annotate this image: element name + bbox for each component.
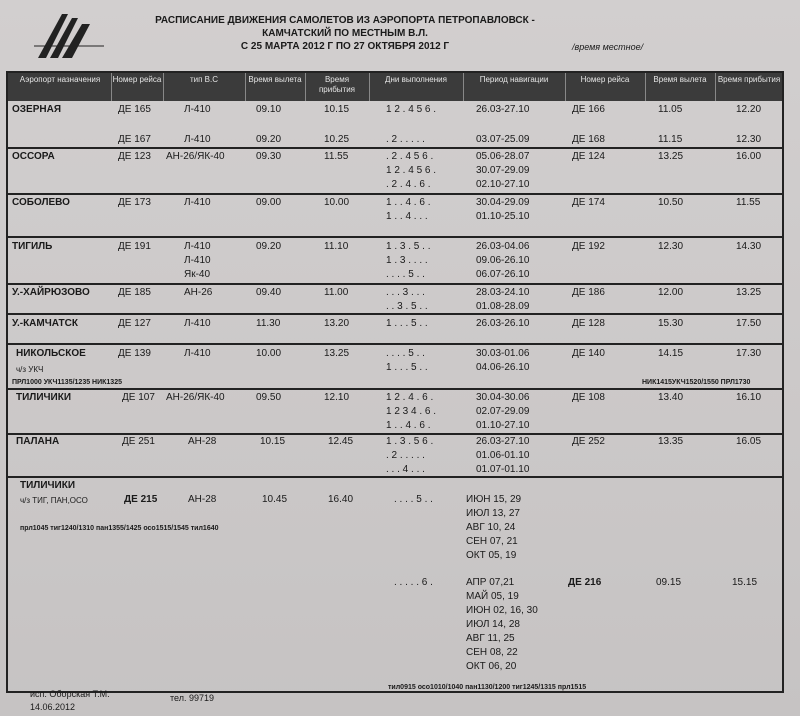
row-arr: 12.45 [328, 436, 354, 447]
col-header-arrival: Время прибытия [318, 75, 356, 94]
date-entry: СЕН 08, 22 [466, 647, 518, 658]
row-airport: НИКОЛЬСКОЕ [16, 348, 86, 359]
row-aircraft: Л-410 [184, 197, 211, 208]
row-flight: ДЕ 127 [118, 318, 151, 329]
row-airport: ТИЛИЧИКИ [20, 480, 76, 491]
row-period: 30.03-01.06 [476, 348, 530, 359]
row-days: 1 . . 4 . 6 . [386, 197, 431, 208]
row-dep: 10.15 [260, 436, 286, 447]
row-period: 28.03-24.10 [476, 287, 530, 298]
row-dep: 09.10 [256, 104, 282, 115]
stopover-times: НИК1415УКЧ1520/1550 ПРЛ1730 [642, 379, 751, 386]
row-rdep: 14.15 [658, 348, 684, 359]
row-period: 02.10-27.10 [476, 179, 530, 190]
col-header-return-arrival: Время прибытия [717, 75, 781, 84]
row-rdep: 11.05 [658, 104, 683, 115]
time-zone-note: /время местное/ [572, 42, 644, 52]
row-flight: ДЕ 215 [124, 494, 158, 505]
row-days: 1 2 3 4 . 6 . [386, 406, 437, 417]
row-aircraft: Л-410 [184, 318, 211, 329]
col-header-departure: Время вылета [248, 75, 302, 84]
row-days: . . . . . 6 . [394, 577, 433, 588]
row-rdep: 15.30 [658, 318, 684, 329]
row-aircraft: АН-26/ЯК-40 [166, 392, 225, 403]
col-header-flight: Номер рейса [112, 75, 162, 84]
row-rdep: 12.30 [658, 241, 684, 252]
row-period: 30.04-29.09 [476, 197, 530, 208]
row-period: 01.07-01.10 [476, 464, 530, 475]
row-flight: ДЕ 173 [118, 197, 151, 208]
title-line-2: КАМЧАТСКИЙ ПО МЕСТНЫМ В.Л. [262, 28, 428, 39]
row-aircraft: Л-410 [184, 255, 211, 266]
row-airport: ТИЛИЧИКИ [16, 392, 72, 403]
row-period: 01.08-28.09 [476, 301, 530, 312]
row-dep: 09.20 [256, 241, 282, 252]
col-header-days: Дни выполнения [385, 75, 447, 84]
stopover-times: тил0915 осо1010/1040 пан1130/1200 тиг1245/1315 прл1515 [388, 684, 587, 691]
row-flight: ДЕ 167 [118, 134, 151, 145]
row-rarr: 15.15 [732, 577, 758, 588]
row-airport: У.-КАМЧАТСК [12, 318, 78, 329]
date-entry: АВГ 11, 25 [466, 633, 515, 644]
row-arr: 11.55 [324, 151, 349, 162]
row-days: . . . . 5 . . [386, 348, 425, 359]
stopover-times: прл1045 тиг1240/1310 пан1355/1425 осо1515/1545 тил1640 [20, 525, 219, 532]
col-header-period: Период навигации [479, 75, 549, 84]
row-days: 1 2 . 4 5 6 . [386, 104, 437, 115]
phone: тел. 99719 [170, 693, 215, 703]
row-period: 26.03-04.06 [476, 241, 530, 252]
row-period: 26.03-26.10 [476, 318, 530, 329]
row-rdep: 09.15 [656, 577, 682, 588]
row-period: 09.06-26.10 [476, 255, 530, 266]
row-rdep: 12.00 [658, 287, 684, 298]
row-period: 02.07-29.09 [476, 406, 530, 417]
row-rdep: 13.35 [658, 436, 684, 447]
row-rdep: 11.15 [658, 134, 683, 145]
col-header-return-departure: Время вылета [653, 75, 707, 84]
date-entry: ОКТ 06, 20 [466, 661, 517, 672]
row-period: 01.10-25.10 [476, 211, 530, 222]
row-aircraft: АН-28 [188, 436, 217, 447]
airline-logo-icon [28, 8, 108, 64]
row-days: . . . . 5 . . [394, 494, 433, 505]
table-header [8, 73, 782, 101]
row-dep: 09.00 [256, 197, 282, 208]
row-arr: 10.25 [324, 134, 350, 145]
date-entry: СЕН 07, 21 [466, 536, 518, 547]
row-days: . 2 . 4 5 6 . [386, 151, 434, 162]
row-aircraft: Л-410 [184, 104, 211, 115]
row-flight: ДЕ 123 [118, 151, 151, 162]
row-arr: 13.25 [324, 348, 350, 359]
row-days: 1 . . 4 . 6 . [386, 420, 431, 431]
date-entry: ИЮЛ 13, 27 [466, 508, 520, 519]
row-dep: 09.40 [256, 287, 282, 298]
row-rdep: 13.40 [658, 392, 684, 403]
row-dep: 09.20 [256, 134, 282, 145]
page-title [120, 14, 570, 53]
row-airport: ПАЛАНА [16, 436, 60, 447]
row-rflight: ДЕ 168 [572, 134, 605, 145]
row-flight: ДЕ 251 [122, 436, 155, 447]
row-arr: 16.40 [328, 494, 354, 505]
row-period: 30.07-29.09 [476, 165, 530, 176]
row-rarr: 11.55 [736, 197, 761, 208]
row-days: 1 2 . 4 5 6 . [386, 165, 437, 176]
row-period: 05.06-28.07 [476, 151, 530, 162]
row-arr: 11.00 [324, 287, 349, 298]
row-period: 06.07-26.10 [476, 269, 530, 280]
row-rarr: 16.00 [736, 151, 762, 162]
row-days: 1 2 . 4 . 6 . [386, 392, 434, 403]
row-airport: У.-ХАЙРЮЗОВО [12, 287, 90, 298]
date-entry: ИЮН 02, 16, 30 [466, 605, 538, 616]
row-period: 03.07-25.09 [476, 134, 530, 145]
row-days: 1 . . . 5 . . [386, 318, 428, 329]
row-days: . 2 . . . . . [386, 134, 425, 145]
date-entry: АВГ 10, 24 [466, 522, 516, 533]
row-period: 04.06-26.10 [476, 362, 530, 373]
row-aircraft: АН-26 [184, 287, 213, 298]
row-aircraft: Як-40 [184, 269, 211, 280]
row-rarr: 12.20 [736, 104, 762, 115]
col-header-aircraft: тип В.С [189, 75, 219, 84]
row-period: 26.03-27.10 [476, 436, 530, 447]
row-rflight: ДЕ 140 [572, 348, 605, 359]
row-period: 26.03-27.10 [476, 104, 530, 115]
issue-date: 14.06.2012 [30, 702, 76, 712]
row-rflight: ДЕ 186 [572, 287, 605, 298]
row-dep: 09.50 [256, 392, 282, 403]
row-rflight: ДЕ 174 [572, 197, 605, 208]
row-flight: ДЕ 139 [118, 348, 151, 359]
row-days: . . . 4 . . . [386, 464, 425, 475]
row-airport: СОБОЛЕВО [12, 197, 70, 208]
row-days: 1 . 3 . 5 6 . [386, 436, 434, 447]
row-arr: 13.20 [324, 318, 350, 329]
stopover-times: ПРЛ1000 УКЧ1135/1235 НИК1325 [12, 379, 122, 386]
row-dep: 09.30 [256, 151, 282, 162]
row-airport: ОЗЕРНАЯ [12, 104, 62, 115]
row-aircraft: АН-26/ЯК-40 [166, 151, 225, 162]
date-entry: АПР 07,21 [466, 577, 515, 588]
row-dep: 10.00 [256, 348, 282, 359]
row-rdep: 10.50 [658, 197, 684, 208]
row-period: 01.10-27.10 [476, 420, 530, 431]
row-period: 30.04-30.06 [476, 392, 530, 403]
row-arr: 10.00 [324, 197, 350, 208]
row-rdep: 13.25 [658, 151, 684, 162]
row-rflight: ДЕ 128 [572, 318, 605, 329]
date-entry: ИЮЛ 14, 28 [466, 619, 520, 630]
date-entry: МАЙ 05, 19 [466, 591, 519, 602]
row-rarr: 17.30 [736, 348, 762, 359]
row-days: 1 . 3 . 5 . . [386, 241, 431, 252]
row-days: . . . 3 . . . [386, 287, 425, 298]
row-days: . . . . 5 . . [386, 269, 425, 280]
row-days: . 2 . . . . . [386, 450, 425, 461]
schedule-table [6, 71, 784, 693]
row-days: 1 . . . 5 . . [386, 362, 428, 373]
row-aircraft: Л-410 [184, 348, 211, 359]
row-flight: ДЕ 185 [118, 287, 151, 298]
row-arr: 11.10 [324, 241, 349, 252]
row-rflight: ДЕ 108 [572, 392, 605, 403]
row-via: ч/з ТИГ, ПАН,ОСО [20, 496, 88, 505]
row-days: . . 3 . 5 . . [386, 301, 428, 312]
row-rflight: ДЕ 192 [572, 241, 605, 252]
row-flight: ДЕ 107 [122, 392, 155, 403]
row-airport: ОССОРА [12, 151, 55, 162]
row-arr: 10.15 [324, 104, 350, 115]
row-rarr: 12.30 [736, 134, 762, 145]
row-days: 1 . . 4 . . . [386, 211, 428, 222]
title-line-1: РАСПИСАНИЕ ДВИЖЕНИЯ САМОЛЕТОВ ИЗ АЭРОПОРТА ПЕТРОПАВЛОВСК - [155, 15, 535, 26]
date-entry: ИЮН 15, 29 [466, 494, 522, 505]
author: исп. Оборская Т.М. [30, 689, 110, 699]
col-header-airport: Аэропорт назначения [19, 75, 101, 84]
row-rarr: 14.30 [736, 241, 762, 252]
row-rarr: 16.05 [736, 436, 762, 447]
row-days: . 2 . 4 . 6 . [386, 179, 431, 190]
col-header-return-flight: Номер рейса [580, 75, 630, 84]
row-rflight: ДЕ 252 [572, 436, 605, 447]
row-aircraft: Л-410 [184, 134, 211, 145]
row-dep: 11.30 [256, 318, 281, 329]
row-flight: ДЕ 165 [118, 104, 151, 115]
row-airport: ТИГИЛЬ [12, 241, 53, 252]
row-aircraft: Л-410 [184, 241, 211, 252]
title-line-3: С 25 МАРТА 2012 Г ПО 27 ОКТЯБРЯ 2012 Г [240, 41, 450, 52]
row-rarr: 16.10 [736, 392, 762, 403]
row-aircraft: АН-28 [188, 494, 217, 505]
row-dep: 10.45 [262, 494, 288, 505]
row-rarr: 13.25 [736, 287, 762, 298]
row-rflight: ДЕ 124 [572, 151, 605, 162]
date-entry: ОКТ 05, 19 [466, 550, 517, 561]
row-rarr: 17.50 [736, 318, 762, 329]
row-flight: ДЕ 191 [118, 241, 151, 252]
row-arr: 12.10 [324, 392, 350, 403]
row-rflight: ДЕ 216 [568, 577, 602, 588]
row-rflight: ДЕ 166 [572, 104, 605, 115]
row-period: 01.06-01.10 [476, 450, 530, 461]
row-days: 1 . 3 . . . . [386, 255, 428, 266]
row-via: ч/з УКЧ [16, 365, 44, 374]
